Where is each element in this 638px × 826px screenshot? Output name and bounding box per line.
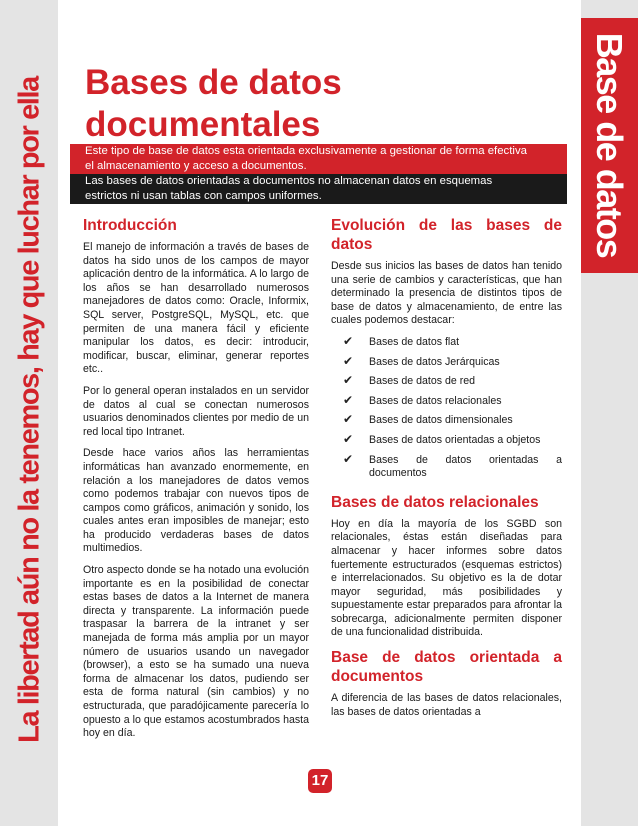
list-item bbox=[331, 392, 562, 409]
left-column bbox=[83, 216, 309, 749]
list-item-label: Bases de datos relacionales bbox=[369, 394, 502, 407]
check-icon: ✔ bbox=[343, 451, 354, 466]
check-icon: ✔ bbox=[343, 373, 354, 388]
list-item-label: Bases de datos dimensionales bbox=[369, 414, 513, 427]
list-item-label: Bases de datos orientadas a documentos bbox=[369, 453, 562, 480]
page-title: Bases de datos documentales bbox=[85, 63, 342, 144]
document-db-heading: Base de datos orientada a documentos bbox=[331, 649, 562, 686]
check-icon: ✔ bbox=[343, 333, 354, 348]
paragraph: Otro aspecto donde se ha notado una evolución importante es en la posibilidad de conectar estas bases de datos a la Internet de manera directa y transparente. La información puede traspasar la barrera de la intranet y ser manejada de forma más amplia por un mayor número de usuarios usando un navegador (browser), a esto se ha sumado una nueva forma de almacenar los datos, pudiendo ser esta de forma natural (sin cambios) y no estructurada, que paradójicamente parecería lo opuesto a lo que estamos acostumbrados hasta hoy en día. bbox=[83, 564, 309, 740]
list-item bbox=[331, 375, 562, 389]
list-item-label: Bases de datos flat bbox=[369, 335, 460, 348]
list-item bbox=[331, 353, 562, 370]
check-icon: ✔ bbox=[343, 353, 354, 368]
sidebar-slogan: La libertad aún no la tenemos, hay que luchar por ella bbox=[13, 77, 46, 743]
check-icon: ✔ bbox=[343, 392, 354, 407]
intro-line: Este tipo de base de datos esta orientada exclusivamente a gestionar de forma efectiva bbox=[70, 144, 567, 159]
list-item bbox=[331, 414, 562, 428]
paragraph: Desde sus inicios las bases de datos han tenido una serie de cambios y características, que han determinado la presencia de distintos tipos de base de datos y almacenamiento, de entre las cuales podemos destacar: bbox=[331, 260, 562, 327]
paragraph: Hoy en día la mayoría de los SGBD son relacionales, éstas están diseñadas para almacenar y hacer informes sobre datos fuertemente estructurados (esquemas estrictos) e interrelacionados. Su objetivo es la de dotar mayor seguridad, más posibilidades y supuestamente estar preparados para afrontar la sobrecarga, adicionalmente permiten disponer de una funcionalidad distribuida. bbox=[331, 517, 562, 639]
right-column bbox=[331, 216, 562, 727]
section-title: Base de datos bbox=[589, 32, 630, 258]
intro-box bbox=[70, 144, 567, 204]
intro-line: Las bases de datos orientadas a documentos no almacenan datos en esquemas bbox=[70, 174, 567, 189]
list-item bbox=[331, 431, 562, 448]
list-item bbox=[331, 451, 562, 481]
list-item bbox=[331, 333, 562, 350]
check-icon: ✔ bbox=[343, 431, 354, 446]
list-item-label: Bases de datos Jerárquicas bbox=[369, 355, 500, 368]
db-types-list bbox=[331, 333, 562, 481]
paragraph: A diferencia de las bases de datos relacionales, las bases de datos orientadas a bbox=[331, 692, 562, 718]
intro-line: el almacenamiento y acceso a documentos. bbox=[70, 159, 567, 174]
page-number: 17 bbox=[308, 769, 332, 793]
evolution-heading: Evolución de las bases de datos bbox=[331, 217, 562, 253]
intro-line: estrictos ni usan tablas con campos uniformes. bbox=[70, 189, 567, 204]
paragraph: Desde hace varios años las herramientas informáticas han avanzado enormemente, en relación a los manejadores de datos vemos como podemos trabajar con nuevos tipos de campos como gráficos, animación y sonido, los cuales antes eran imposibles de manejar; esto ha producido verdaderas bases de datos multimedios. bbox=[83, 447, 309, 555]
check-icon: ✔ bbox=[343, 412, 354, 427]
intro-heading: Introducción bbox=[83, 217, 177, 234]
list-item-label: Bases de datos orientadas a objetos bbox=[369, 433, 541, 446]
paragraph: El manejo de información a través de bases de datos ha sido unos de los campos de mayor aplicación dentro de la informática. A lo largo de los años se han desarrollado numerosos manejadores de datos como: Oracle, Informix, SQL server, PostgreSQL, MySQL, etc. que permiten de una manera fácil y eficiente manipular los datos, es decir: introducir, modificar, buscar, eliminar, generar reportes etc.. bbox=[83, 241, 309, 376]
relational-heading: Bases de datos relacionales bbox=[331, 493, 539, 511]
paragraph: Por lo general operan instalados en un servidor de datos al cual se conectan numerosos usuarios denominados clientes por medio de un red local tipo Intranet. bbox=[83, 384, 309, 438]
list-item-label: Bases de datos de red bbox=[369, 375, 476, 388]
